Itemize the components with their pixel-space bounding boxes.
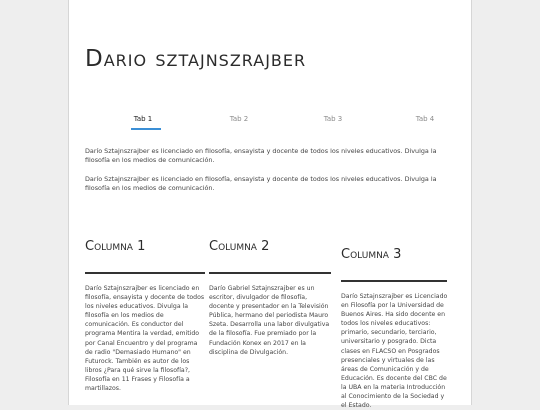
- tab-2[interactable]: Tab 2: [229, 115, 249, 123]
- column-1-heading: Columna 1: [85, 239, 146, 254]
- column-1-divider: [85, 272, 205, 274]
- tab-1[interactable]: Tab 1: [113, 112, 173, 130]
- column-3-heading: Columna 3: [341, 247, 402, 262]
- column-1-text: Darío Sztajnszrajber es licenciado en filosofía, ensayista y docente de todos los niveles educativos. Divulga la filosofía en los medios de comunicación. Es conductor del programa Mentira la verdad, emitido por Canal Encuentro y del programa de radio "Demasiado Humano" en Futurock. También es autor de los libros ¿Para qué sirve la filosofía?, Filosofía en 11 Frases y Filosofía a martillazos.: [85, 285, 205, 393]
- tab-3[interactable]: Tab 3: [323, 115, 343, 123]
- column-2-divider: [209, 272, 331, 274]
- column-3-text: Darío Sztajnszrajber es Licenciado en Filosofía por la Universidad de Buenos Aires. Ha sido docente en todos los niveles educativos: primario, secundario, terciario, universitario y posgrado. Dicta clases en FLACSO en Posgrados presenciales y virtuales de las áreas de Comunicación y de Educación. Es docente del CBC de la UBA en la materia Introducción al Conocimiento de la Sociedad y el Estado.: [341, 293, 448, 410]
- tab-bar: [85, 112, 457, 134]
- tab-4[interactable]: Tab 4: [415, 115, 435, 123]
- column-2-text: Darío Gabriel Sztajnszrajber es un escritor, divulgador de filosofía, docente y presentador en la Televisión Pública, hermano del periodista Mauro Szeta. Desarrolla una labor divulgativa de la filosofía. Fue premiado por la Fundación Konex en 2017 en la disciplina de Divulgación.: [209, 285, 330, 356]
- intro-paragraph: Darío Sztajnszrajber es licenciado en filosofía, ensayista y docente de todos los niveles educativos. Divulga la filosofía en los medios de comunicación.: [85, 175, 437, 192]
- column-3-divider: [341, 280, 447, 282]
- intro-paragraph: Darío Sztajnszrajber es licenciado en filosofía, ensayista y docente de todos los niveles educativos. Divulga la filosofía en los medios de comunicación.: [85, 147, 437, 164]
- page-card: [68, 0, 472, 410]
- page-title: Dario sztajnszrajber: [85, 46, 307, 72]
- column-2-heading: Columna 2: [209, 239, 270, 254]
